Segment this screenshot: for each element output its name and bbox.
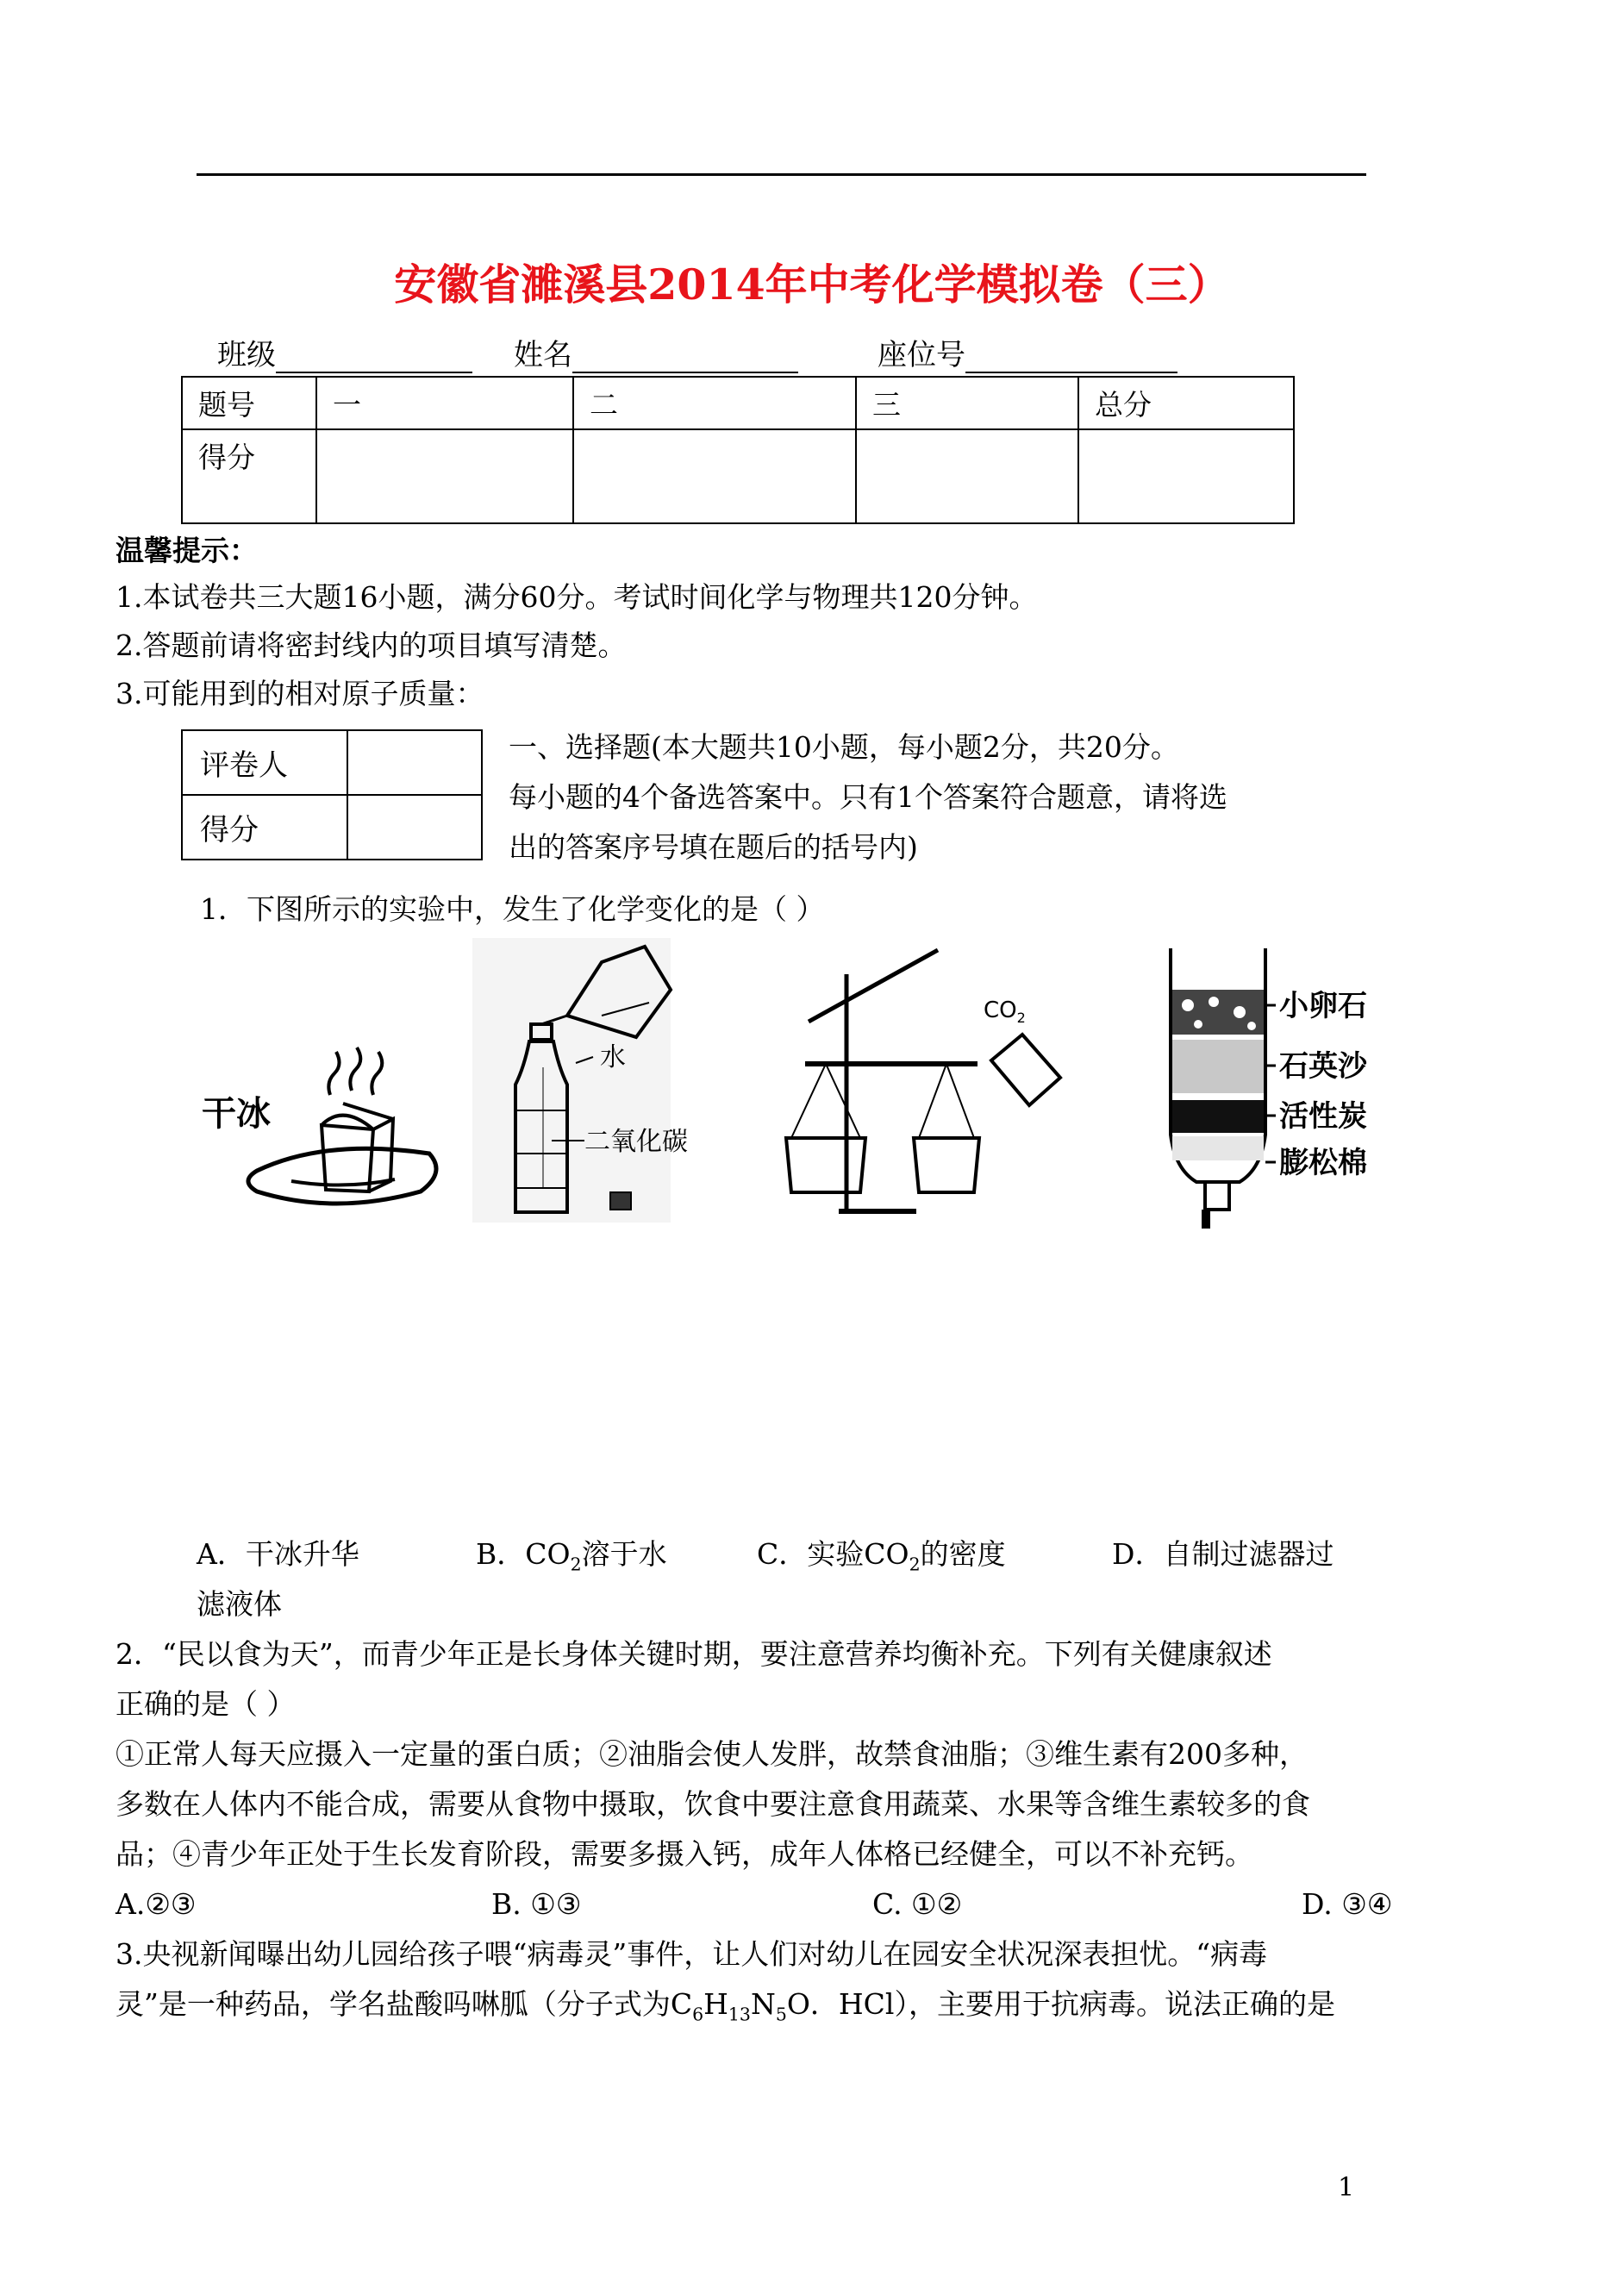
q2-stem-1: 2．“民以食为天”，而青少年正是长身体关键时期，要注意营养均衡补充。下列有关健康叙述 [116,1637,1272,1671]
tip-2: 2.答题前请将密封线内的项目填写清楚。 [116,628,627,662]
name-label: 姓名 [514,338,572,372]
class-label: 班级 [217,338,276,372]
filter-label-carbon: 活性炭 [1279,1099,1367,1134]
q3-line-2 [116,1981,1335,2038]
q3-line-1: 3.央视新闻曝出幼儿园给孩子喂“病毒灵”事件，让人们对幼儿在园安全状况深表担忧。“病毒 [116,1937,1268,1971]
subscript: 13 [728,2004,751,2025]
q2-option-a[interactable]: A.②③ [116,1887,197,1921]
filter-label-sand: 石英沙 [1279,1049,1367,1084]
section1-line1: 一、选择题(本大题共10小题，每小题2分，共20分。 [509,730,1179,764]
score-cell[interactable] [573,429,856,523]
grader-score-cell[interactable] [347,795,482,860]
co2-gas-label: CO [984,997,1017,1023]
q1-option-b-pre: B．CO [476,1537,571,1571]
score-cell[interactable] [856,429,1078,523]
q2-body-1: ①正常人每天应摄入一定量的蛋白质；②油脂会使人发胖，故禁食油脂；③维生素有200多种， [116,1737,1308,1771]
dry-ice-label: 干冰 [202,1094,271,1134]
score-cell[interactable] [1078,429,1294,523]
tip-1: 1.本试卷共三大题16小题，满分60分。考试时间化学与物理共120分钟。 [116,580,1038,614]
q1-option-d[interactable]: D．自制过滤器过 [1112,1537,1334,1571]
q3-line-2-b: O．HCl），主要用于抗病毒。说法正确的是 [786,1987,1335,2021]
tip-3: 3.可能用到的相对原子质量： [116,677,484,710]
header-rule [197,173,1366,176]
q2-body-2: 多数在人体内不能合成，需要从食物中摄取，饮食中要注意食用蔬菜、水果等含维生素较多的食 [116,1787,1310,1821]
q2-option-c[interactable]: C. ①② [872,1887,963,1921]
q1-option-c-pre: C．实验CO [757,1537,909,1571]
score-header-cell: 题号 [182,377,316,429]
grader-table [181,729,483,860]
formula-h: H [703,1987,728,2021]
score-header-cell: 一 [316,377,573,429]
balance-figure [774,948,1067,1216]
section1-line2: 每小题的4个备选答案中。只有1个答案符合题意，请将选 [509,780,1227,814]
svg-text:CO2 [984,997,1026,1026]
score-header-cell: 三 [856,377,1078,429]
grader-cell[interactable] [347,730,482,795]
page-number: 1 [1338,2173,1355,2203]
q2-body-3: 品；④青少年正处于生长发育阶段，需要多摄入钙，成年人体格已经健全，可以不补充钙。 [116,1837,1253,1871]
q3-line-2-a: 灵”是一种药品，学名盐酸吗啉胍（分子式为C [116,1987,693,2021]
co2-gas-sub: 2 [1016,1010,1026,1026]
seat-blank[interactable] [965,337,1177,373]
q1-option-c-post: 的密度 [920,1537,1006,1571]
seat-label: 座位号 [878,338,965,372]
score-header-cell: 总分 [1078,377,1294,429]
subscript: 5 [775,2004,787,2025]
class-blank[interactable] [276,337,472,373]
section1-line3: 出的答案序号填在题后的括号内) [509,830,918,864]
seat-field [878,331,1177,373]
q2-option-d[interactable]: D. ③④ [1302,1887,1393,1921]
formula-n: N [750,1987,776,2021]
q1-option-c[interactable] [757,1531,1006,1588]
subscript: 2 [909,1554,921,1575]
water-label: 水 [600,1042,626,1072]
filter-figure [1145,945,1403,1238]
q1-option-b[interactable] [476,1531,667,1588]
page-title: 安徽省濉溪县2014年中考化学模拟卷（三） [394,260,1230,310]
score-cell[interactable] [316,429,573,523]
subscript: 2 [570,1554,582,1575]
score-table [181,376,1295,524]
grader-label: 评卷人 [182,730,347,795]
co2-bottle-label: 二氧化碳 [584,1127,688,1157]
grader-score-label: 得分 [182,795,347,860]
name-field [514,331,798,373]
filter-label-cotton: 膨松棉 [1279,1146,1367,1180]
subscript: 6 [692,2004,704,2025]
co2-bottle-figure [472,938,731,1223]
score-header-cell: 二 [573,377,856,429]
score-row-label: 得分 [182,429,316,523]
tips-title: 温馨提示： [116,534,258,567]
q1-option-a[interactable]: A．干冰升华 [197,1537,359,1571]
class-field [217,331,472,373]
q1-option-d-cont: 滤液体 [197,1587,282,1621]
name-blank[interactable] [572,337,798,373]
filter-label-pebble: 小卵石 [1279,989,1367,1023]
q1-option-b-post: 溶于水 [581,1537,667,1571]
q1-stem: 1．下图所示的实验中，发生了化学变化的是（ ） [200,892,825,926]
dry-ice-figure [197,1043,447,1207]
q2-option-b[interactable]: B. ①③ [491,1887,582,1921]
q2-stem-2: 正确的是（ ） [116,1687,296,1721]
